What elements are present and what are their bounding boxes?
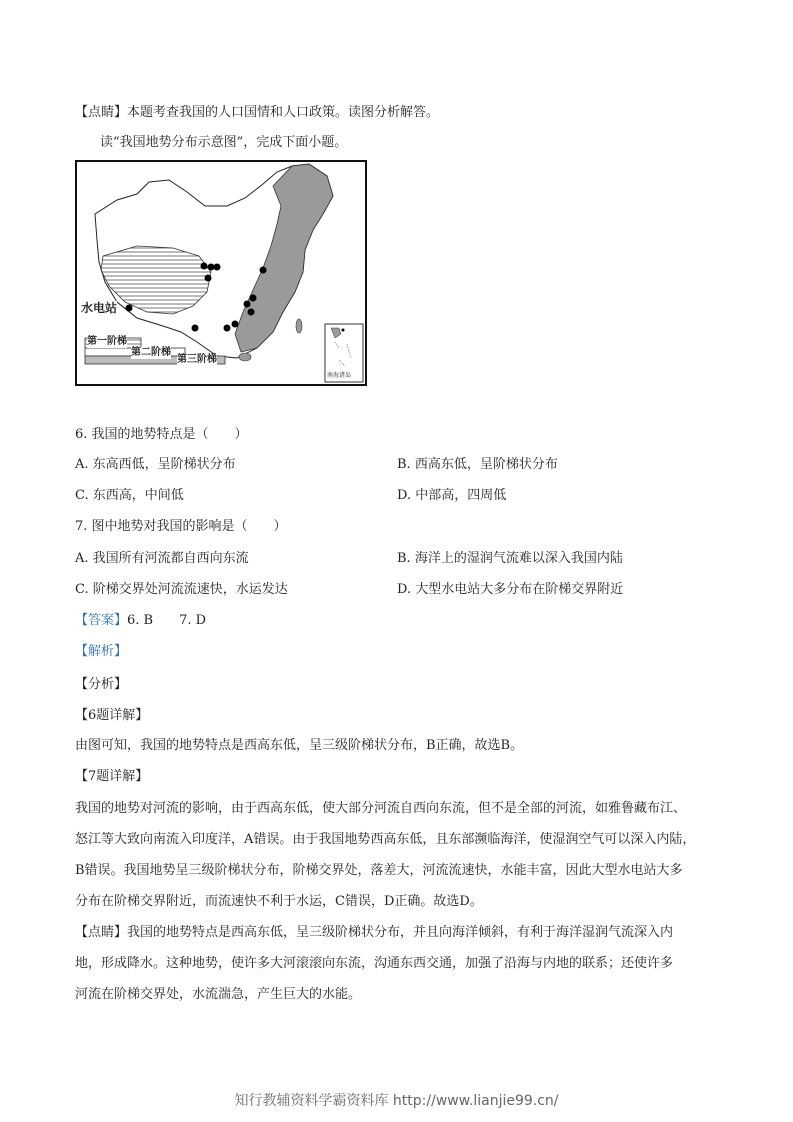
q6-option-c: C. 东西高，中间低 [75,488,184,503]
q7-option-c: C. 阶梯交界处河流流速快，水运发达 [75,582,288,597]
inset-label: 南海诸岛 [327,372,352,379]
answer-text: 6. B 7. D [127,613,207,628]
q7-detail-line: B错误。我国地势呈三级阶梯状分布，阶梯交界处，落差大，河流流速快，水能丰富，因此大型水电站大多 [75,863,683,878]
step1-label: 第一阶梯 [87,336,127,347]
q7-stem: 7. 图中地势对我国的影响是（ ） [75,519,287,534]
intro-text: 读“我国地势分布示意图”，完成下面小题。 [100,135,348,150]
q6-detail-tag: 【6题详解】 [75,708,149,723]
q6-option-a: A. 东高西低，呈阶梯状分布 [75,457,236,472]
comment-bottom-line: 河流在阶梯交界处，水流湍急，产生巨大的水能。 [75,987,362,1002]
q7-detail-line: 怒江等大致向南流入印度洋，A错误。由于我国地势西高东低，且东部濒临海洋，使湿润空气可以深入内陆， [75,832,696,847]
fenxi-tag: 【分析】 [75,677,128,692]
terrain-map [75,160,367,386]
q7-option-b: B. 海洋上的湿润气流难以深入我国内陆 [397,551,623,566]
answer [75,612,206,630]
footer-watermark: 知行教辅资料学霸资料库 http://www.lianjie99.cn/ [234,1093,559,1109]
q6-detail: 由图可知，我国的地势特点是西高东低，呈三级阶梯状分布，B正确，故选B。 [75,738,524,753]
q7-option-a: A. 我国所有河流都自西向东流 [75,551,249,566]
q6-stem: 6. 我国的地势特点是（ ） [75,427,248,442]
comment-bottom-line: 地，形成降水。这种地势，使许多大河滚滚向东流，沟通东西交通，加强了沿海与内地的联系；还使许多 [75,956,674,971]
q7-detail-line: 我国的地势对河流的影响，由于西高东低，使大部分河流自西向东流，但不是全部的河流，如雅鲁藏布江、 [75,801,687,816]
answer-tag: 【答案】 [75,613,128,628]
q7-detail-line: 分布在阶梯交界附近，而流速快不利于水运，C错误，D正确。故选D。 [75,894,483,909]
station-label: 水电站 [81,301,118,315]
q6-option-d: D. 中部高，四周低 [397,488,507,503]
comment-top: 【点睛】本题考查我国的人口国情和人口政策。读图分析解答。 [75,105,440,120]
q6-option-b: B. 西高东低，呈阶梯状分布 [397,457,558,472]
step3-label: 第三阶梯 [177,354,217,365]
q7-option-d: D. 大型水电站大多分布在阶梯交界附近 [397,582,624,597]
step2-label: 第二阶梯 [131,347,171,358]
q7-detail-tag: 【7题详解】 [75,769,149,784]
china-terrain-map-graphic [77,162,365,384]
comment-bottom-line: 【点睛】我国的地势特点是西高东低，呈三级阶梯状分布，并且向海洋倾斜，有利于海洋湿润气流深入内 [75,925,674,940]
analysis-tag: 【解析】 [75,644,128,659]
